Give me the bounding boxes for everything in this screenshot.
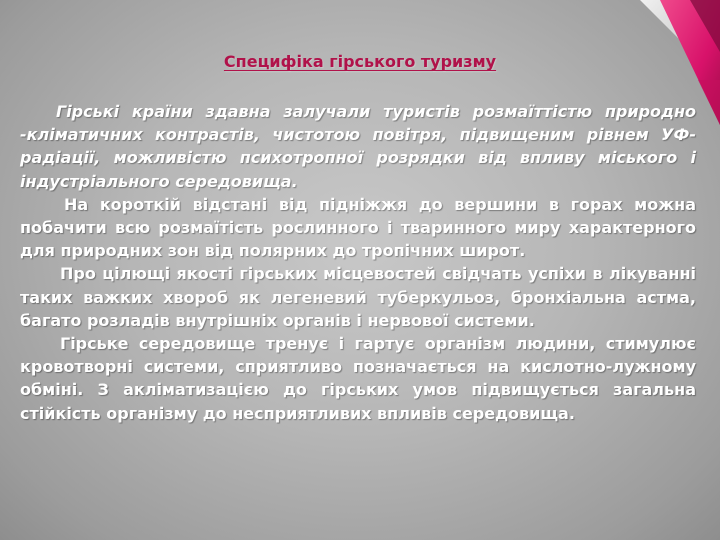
paragraph-3: Про цілющі якості гірських місцевостей свідчать успіхи в лікуванні таких важких хвороб як легеневий туберкульоз, бронхіальна астма, багато розладів внутрішніх органів і нервової системи. [20, 264, 696, 330]
paragraph-4: Гірське середовище тренує і гартує організм людини, стимулює кровотворні системи, сприятливо позначається на кислотно-лужному обміні. З акліматизацією до гірських умов підвищується загальна стійкість організму до несприятливих впливів середовища. [20, 334, 696, 423]
paragraph-1: Гірські країни здавна залучали туристів розмаїттістю природно -кліматичних контрастів, чистотою повітря, підвищеним рівнем УФ-радіації, можливістю психотропної розрядки від впливу міського і індустріального середовища. [20, 102, 696, 191]
slide-title: Специфіка гірського туризму [223, 52, 497, 71]
paragraph-2: На короткій відстані від підніжжя до вершини в горах можна побачити всю розмаїтість рослинного і тваринного миру характерного для природних зон від полярних до тропічних широт. [20, 194, 696, 261]
slide-body [20, 100, 696, 425]
